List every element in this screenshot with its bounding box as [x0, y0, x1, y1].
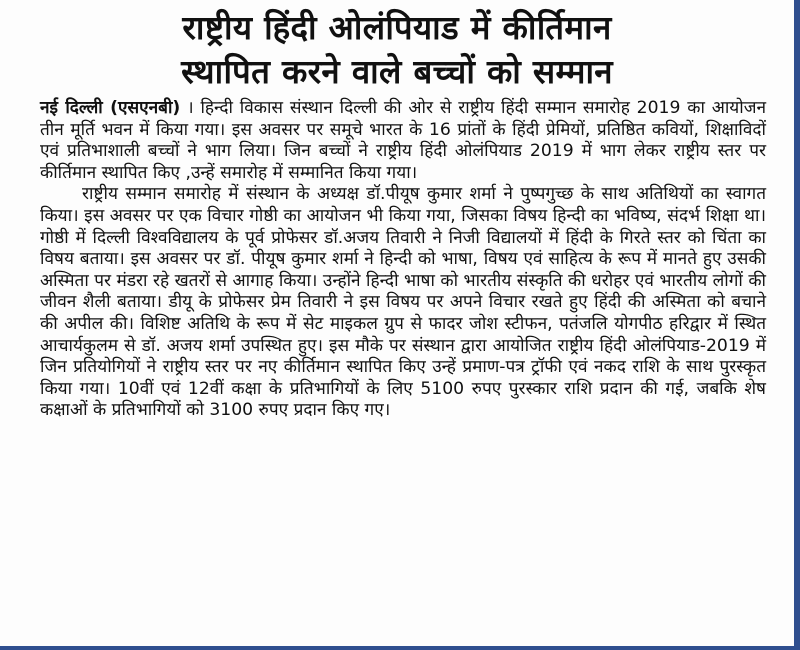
article-paragraph-2: राष्ट्रीय सम्मान समारोह में संस्थान के अध्यक्ष डॉ.पीयूष कुमार शर्मा ने पुष्पगुच्छ के साथ अतिथियों का स्वागत किया। इस अवसर पर एक विचार गोष्ठी का आयोजन भी किया गया, जिसका विषय हिन्दी का भविष्य, संदर्भ शिक्षा था। गोष्ठी में दिल्ली विश्वविद्यालय के पूर्व प्रोफेसर डॉ.अजय तिवारी ने निजी विद्यालयों में हिंदी के गिरते स्तर को चिंता का विषय बताया। इस अवसर पर डॉ. पीयूष कुमार शर्मा ने हिन्दी को भाषा, विषय एवं साहित्य के रूप में मानते हुए उसकी अस्मिता पर मंडरा रहे खतरों से आगाह किया। उन्होंने हिन्दी भाषा को भारतीय संस्कृति की धरोहर एवं भारतीय लोगों की जीवन शैली बताया। डीयू के प्रोफेसर प्रेम तिवारी ने इस विषय पर अपने विचार रखते हुए हिंदी की अस्मिता को बचाने की अपील की। विशिष्ट अतिथि के रूप में सेट माइकल ग्रुप से फादर जोश स्टीफन, पतंजलि योगपीठ हरिद्वार में स्थित आचार्यकुलम से डॉ. अजय शर्मा उपस्थित हुए। इस मौके पर संस्थान द्वारा आयोजित राष्ट्रीय हिंदी ओलंपियाड-2019 में जिन प्रतियोगियों ने राष्ट्रीय स्तर पर नए कीर्तिमान स्थापित किए उन्हें प्रमाण-पत्र ट्रॉफी एवं नकद राशि के साथ पुरस्कृत किया गया। 10वीं एवं 12वीं कक्षा के प्रतिभागियों के लिए 5100 रुपए पुरस्कार राशि प्रदान की गई, जबकि शेष कक्षाओं के प्रतिभागियों को 3100 रुपए प्रदान किए गए। [40, 184, 766, 421]
article-paragraph-1 [40, 98, 766, 184]
paragraph-1-text: । हिन्दी विकास संस्थान दिल्ली की ओर से राष्ट्रीय हिंदी सम्मान समारोह 2019 का आयोजन तीन मूर्ति भवन में किया गया। इस अवसर पर समूचे भारत के 16 प्रांतों के हिंदी प्रेमियों, प्रतिष्ठित कवियों, शिक्षाविदों एवं प्रतिभाशाली बच्चों ने भाग लिया। जिन बच्चों ने राष्ट्रीय हिंदी ओलंपियाड 2019 में भाग लेकर राष्ट्रीय स्तर पर कीर्तिमान स्थापित किए ,उन्हें समारोह में सम्मानित किया गया। [40, 98, 767, 183]
dateline: नई दिल्ली (एसएनबी) [40, 98, 181, 118]
headline-line-1: राष्ट्रीय हिंदी ओलंपियाड में कीर्तिमान [182, 8, 612, 47]
article-body [0, 94, 794, 422]
headline [0, 0, 794, 94]
headline-line-2: स्थापित करने वाले बच्चों को सम्मान [181, 52, 613, 91]
